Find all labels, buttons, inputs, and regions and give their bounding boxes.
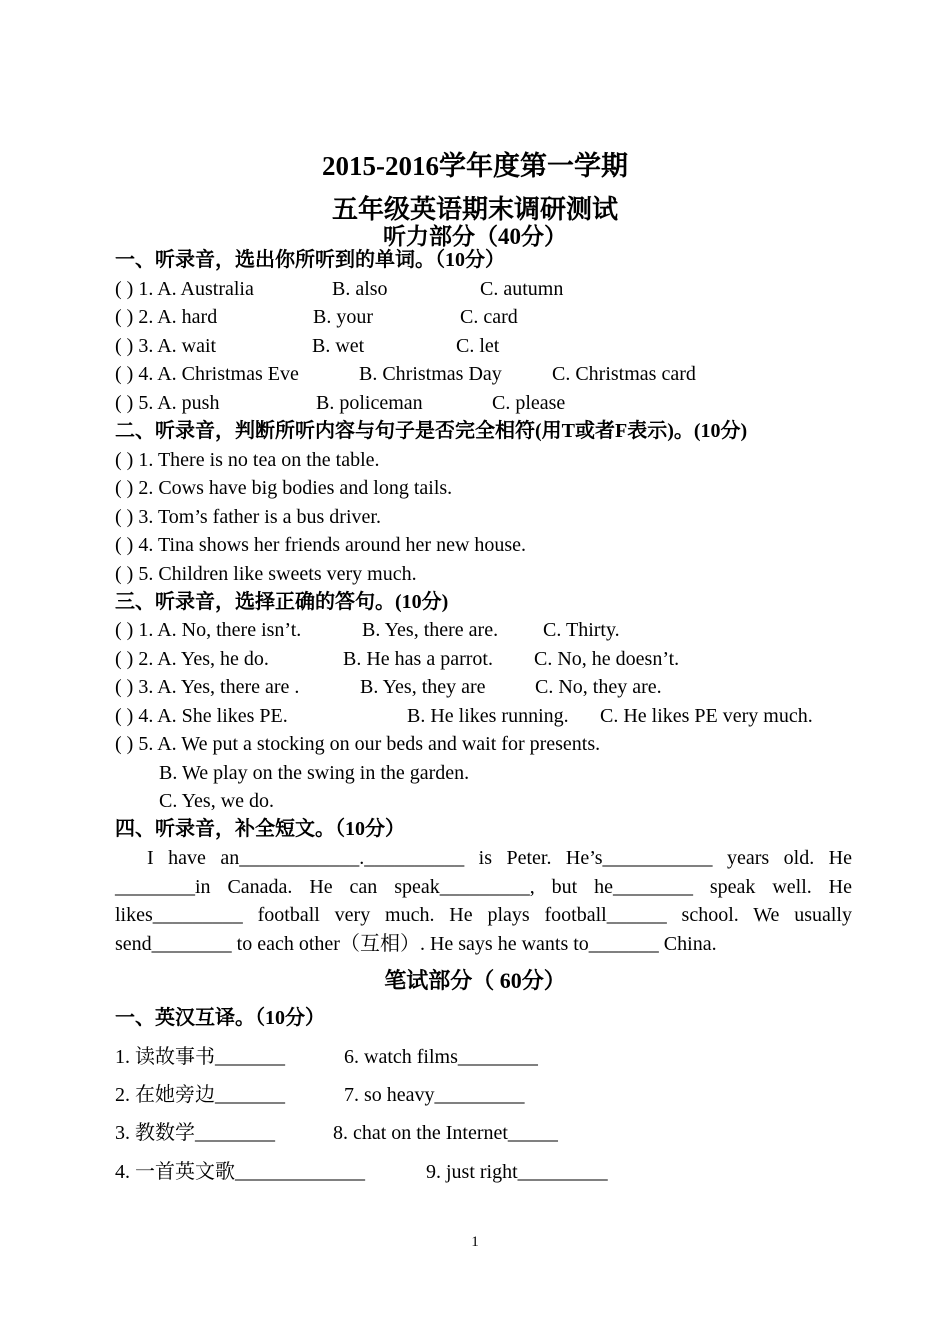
translation-item: 3. 教数学________ bbox=[115, 1122, 275, 1144]
question-option-c: C. let bbox=[456, 335, 500, 357]
translation-row bbox=[115, 1121, 558, 1145]
question-row bbox=[115, 391, 566, 415]
listening-part3-heading: 三、听录音，选择正确的答句。(10分) bbox=[115, 591, 449, 613]
question-option-b: B. policeman bbox=[316, 392, 423, 414]
question-row bbox=[115, 334, 500, 358]
listening-section-title: 听力部分（40分） bbox=[383, 224, 567, 249]
question-option-a: ( ) 5. A. We put a stocking on our beds and wait for presents. bbox=[115, 733, 601, 755]
question-option-a: ( ) 2. A. Yes, he do. bbox=[115, 648, 269, 670]
question-row bbox=[115, 704, 813, 728]
exam-subject-title: 五年级英语期末调研测试 bbox=[331, 195, 618, 224]
statement-row: ( ) 2. Cows have big bodies and long tails. bbox=[115, 477, 453, 499]
translation-item: 4. 一首英文歌_____________ bbox=[115, 1161, 365, 1183]
written-part1-heading: 一、英汉互译。（10分） bbox=[115, 1007, 325, 1029]
question-row bbox=[115, 647, 680, 671]
question-option-a: ( ) 5. A. push bbox=[115, 392, 220, 414]
question-option-a: ( ) 3. A. Yes, there are . bbox=[115, 676, 300, 698]
statement-row: ( ) 4. Tina shows her friends around her new house. bbox=[115, 534, 527, 556]
question-option-c: C. He likes PE very much. bbox=[600, 705, 813, 727]
translation-item: 1. 读故事书_______ bbox=[115, 1046, 285, 1068]
question-option-a: ( ) 3. A. wait bbox=[115, 335, 217, 357]
written-section-title: 笔试部分（ 60分） bbox=[384, 968, 566, 993]
question-row bbox=[115, 305, 518, 329]
statement-row: ( ) 1. There is no tea on the table. bbox=[115, 449, 380, 471]
question-option-c: C. card bbox=[460, 306, 518, 328]
question-option-c: C. please bbox=[492, 392, 566, 414]
statement-row: ( ) 3. Tom’s father is a bus driver. bbox=[115, 506, 381, 528]
question-option-c: C. Christmas card bbox=[552, 363, 696, 385]
page-number: 1 bbox=[471, 1234, 479, 1250]
question-option-c: C. Thirty. bbox=[543, 619, 620, 641]
translation-item: 2. 在她旁边_______ bbox=[115, 1084, 285, 1106]
question-row bbox=[115, 362, 696, 386]
listening-part4-heading: 四、听录音，补全短文。（10分） bbox=[115, 818, 405, 840]
question-option-a: ( ) 1. A. No, there isn’t. bbox=[115, 619, 302, 641]
question-option-b: B. Yes, they are bbox=[360, 676, 486, 698]
question-option-c: C. No, he doesn’t. bbox=[534, 648, 680, 670]
question-option-b: B. also bbox=[332, 278, 388, 300]
question-option-c: C. Yes, we do. bbox=[159, 790, 275, 812]
exam-term-title: 2015-2016学年度第一学期 bbox=[322, 151, 628, 181]
question-option-b: B. your bbox=[313, 306, 373, 328]
question-option-b: B. wet bbox=[312, 335, 365, 357]
translation-row bbox=[115, 1160, 608, 1184]
listening-part2-heading: 二、听录音，判断所听内容与句子是否完全相符(用T或者F表示)。(10分) bbox=[115, 420, 748, 442]
cloze-passage: I have an____________.__________ is Peter. He’s___________ years old. He ________in Canada. He can speak_________, but he________ speak well. He likes_________ football very much. He plays football______ school. We usually send________ to each other（互相）. He says he wants to_______ China. bbox=[115, 847, 852, 955]
question-row bbox=[115, 618, 620, 642]
question-option-b: B. We play on the swing in the garden. bbox=[159, 762, 470, 784]
question-option-c: C. No, they are. bbox=[535, 676, 662, 698]
statement-row: ( ) 5. Children like sweets very much. bbox=[115, 563, 417, 585]
question-row bbox=[115, 277, 564, 301]
question-row bbox=[115, 675, 662, 699]
translation-row bbox=[115, 1045, 538, 1069]
question-option-b: B. He likes running. bbox=[407, 705, 569, 727]
question-option-a: ( ) 1. A. Australia bbox=[115, 278, 254, 300]
listening-part1-heading: 一、听录音，选出你所听到的单词。（10分） bbox=[115, 249, 505, 271]
question-option-a: ( ) 4. A. Christmas Eve bbox=[115, 363, 299, 385]
translation-item: 9. just right_________ bbox=[426, 1161, 608, 1183]
translation-item: 8. chat on the Internet_____ bbox=[333, 1122, 558, 1144]
translation-item: 7. so heavy_________ bbox=[344, 1084, 525, 1106]
question-option-b: B. Yes, there are. bbox=[362, 619, 499, 641]
question-option-a: ( ) 4. A. She likes PE. bbox=[115, 705, 288, 727]
question-option-c: C. autumn bbox=[480, 278, 564, 300]
question-option-b: B. He has a parrot. bbox=[343, 648, 493, 670]
translation-item: 6. watch films________ bbox=[344, 1046, 538, 1068]
question-option-a: ( ) 2. A. hard bbox=[115, 306, 218, 328]
question-option-b: B. Christmas Day bbox=[359, 363, 502, 385]
translation-row bbox=[115, 1083, 525, 1107]
